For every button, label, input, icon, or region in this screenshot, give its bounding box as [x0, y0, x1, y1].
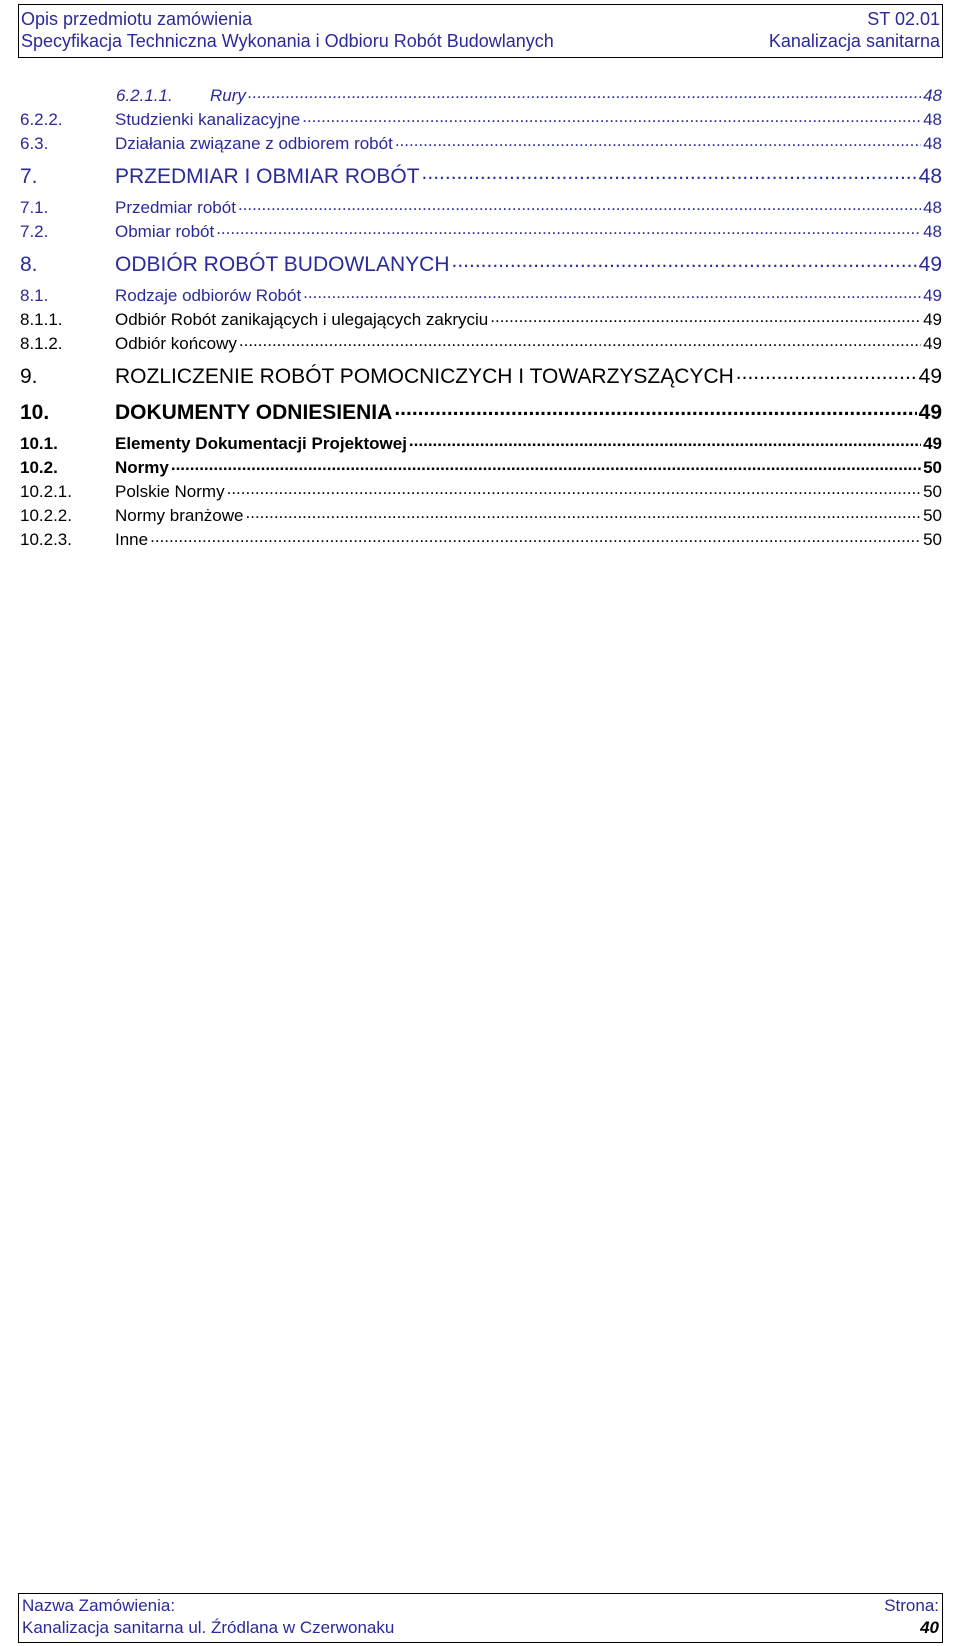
dot-leader	[150, 528, 921, 545]
toc-page: 50	[923, 530, 942, 549]
toc-num: 8.1.1.	[20, 310, 63, 329]
toc-entry-10[interactable]	[20, 398, 942, 432]
toc-entry-7[interactable]	[20, 162, 942, 196]
toc-title: Działania związane z odbiorem robót	[115, 134, 393, 153]
table-of-contents	[20, 84, 942, 552]
dot-leader	[246, 504, 922, 521]
toc-num: 7.	[20, 165, 38, 188]
dot-leader	[490, 308, 921, 325]
toc-page: 49	[918, 253, 942, 276]
page-number: 40	[920, 1618, 939, 1637]
toc-num: 6.2.2.	[20, 110, 63, 129]
dot-leader	[409, 432, 921, 449]
doc-title: Opis przedmiotu zamówienia	[21, 9, 253, 29]
toc-page: 48	[923, 134, 942, 153]
toc-title: Elementy Dokumentacji Projektowej	[115, 434, 407, 453]
page-header	[18, 4, 943, 58]
toc-num: 10.2.3.	[20, 530, 72, 549]
order-label: Nazwa Zamówienia:	[22, 1596, 176, 1615]
toc-page: 48	[923, 86, 942, 105]
dot-leader	[395, 132, 921, 149]
toc-title: Normy	[115, 458, 169, 477]
toc-entry-8-1-2[interactable]	[20, 332, 942, 356]
dot-leader	[216, 220, 921, 237]
toc-title: Normy branżowe	[115, 506, 244, 525]
page-label: Strona:	[884, 1596, 939, 1615]
toc-entry-10-2[interactable]	[20, 456, 942, 480]
dot-leader	[422, 162, 917, 183]
toc-num: 7.2.	[20, 222, 49, 241]
page-footer	[18, 1593, 943, 1643]
toc-num: 7.1.	[20, 198, 49, 217]
toc-title: Przedmiar robót	[115, 198, 236, 217]
toc-entry-7-1[interactable]	[20, 196, 942, 220]
toc-page: 49	[918, 365, 942, 388]
toc-entry-9[interactable]	[20, 362, 942, 396]
dot-leader	[238, 196, 921, 213]
toc-num: 8.1.	[20, 286, 49, 305]
dot-leader	[303, 284, 921, 301]
toc-entry-6-3[interactable]	[20, 132, 942, 156]
toc-page: 50	[923, 506, 942, 525]
toc-title: Odbiór końcowy	[115, 334, 237, 353]
toc-num: 6.2.1.1.	[116, 86, 173, 105]
toc-entry-10-2-2[interactable]	[20, 504, 942, 528]
toc-page: 48	[923, 110, 942, 129]
dot-leader	[171, 456, 921, 473]
toc-entry-10-2-3[interactable]	[20, 528, 942, 552]
toc-entry-6-2-2[interactable]	[20, 108, 942, 132]
toc-entry-8-1[interactable]	[20, 284, 942, 308]
dot-leader	[227, 480, 921, 497]
toc-num: 9.	[20, 365, 38, 388]
toc-title: DOKUMENTY ODNIESIENIA	[115, 401, 393, 424]
dot-leader	[394, 398, 916, 419]
toc-title: Inne	[115, 530, 149, 549]
toc-title: Odbiór Robót zanikających i ulegających zakryciu	[115, 310, 489, 329]
toc-page: 49	[923, 310, 942, 329]
toc-page: 50	[923, 482, 942, 501]
toc-page: 50	[923, 458, 942, 477]
toc-num: 8.	[20, 253, 38, 276]
toc-entry-10-2-1[interactable]	[20, 480, 942, 504]
toc-title: ROZLICZENIE ROBÓT POMOCNICZYCH I TOWARZYSZĄCYCH	[115, 365, 734, 388]
toc-title: PRZEDMIAR I OBMIAR ROBÓT	[115, 165, 420, 188]
toc-num: 10.2.2.	[20, 506, 72, 525]
toc-page: 49	[923, 334, 942, 353]
toc-entry-10-1[interactable]	[20, 432, 942, 456]
toc-page: 48	[923, 198, 942, 217]
toc-num: 10.2.	[20, 458, 58, 477]
toc-title: Studzienki kanalizacyjne	[115, 110, 301, 129]
toc-page: 49	[918, 401, 942, 424]
toc-num: 10.2.1.	[20, 482, 72, 501]
order-name: Kanalizacja sanitarna ul. Źródlana w Czerwonaku	[22, 1618, 395, 1637]
toc-entry-8[interactable]	[20, 250, 942, 284]
toc-title: Rodzaje odbiorów Robót	[115, 286, 302, 305]
toc-entry-7-2[interactable]	[20, 220, 942, 244]
toc-num: 6.3.	[20, 134, 49, 153]
toc-page: 48	[918, 165, 942, 188]
toc-page: 49	[923, 434, 942, 453]
toc-title: Rury	[210, 86, 246, 105]
category: Kanalizacja sanitarna	[768, 31, 940, 51]
dot-leader	[451, 250, 916, 271]
toc-entry-6-2-1-1[interactable]	[20, 84, 942, 108]
toc-entry-8-1-1[interactable]	[20, 308, 942, 332]
toc-num: 10.	[20, 401, 50, 424]
dot-leader	[736, 362, 917, 383]
spec-title: Specyfikacja Techniczna Wykonania i Odbioru Robót Budowlanych	[21, 31, 554, 51]
toc-page: 49	[923, 286, 942, 305]
toc-num: 10.1.	[20, 434, 58, 453]
dot-leader	[248, 84, 921, 101]
dot-leader	[239, 332, 921, 349]
doc-code: ST 02.01	[867, 9, 940, 29]
toc-title: Polskie Normy	[115, 482, 225, 501]
toc-page: 48	[923, 222, 942, 241]
toc-title: ODBIÓR ROBÓT BUDOWLANYCH	[115, 253, 450, 276]
toc-title: Obmiar robót	[115, 222, 215, 241]
dot-leader	[302, 108, 921, 125]
toc-num: 8.1.2.	[20, 334, 63, 353]
